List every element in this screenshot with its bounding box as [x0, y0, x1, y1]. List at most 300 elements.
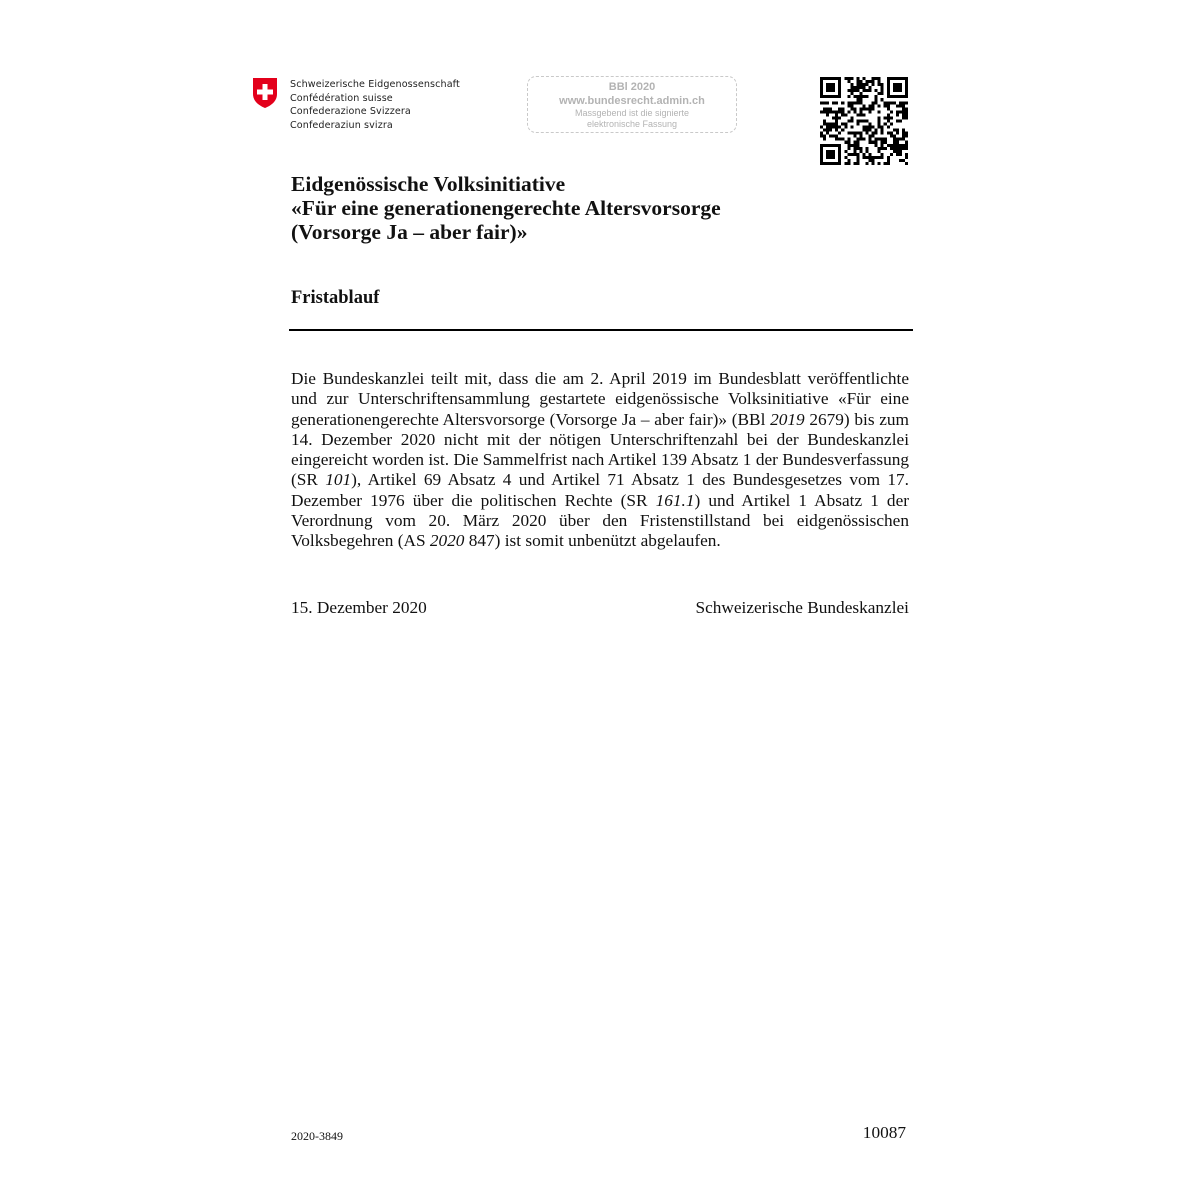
qr-module [890, 135, 893, 138]
qr-module [844, 156, 847, 159]
qr-module [902, 116, 905, 119]
qr-module [896, 144, 899, 147]
qr-module [902, 132, 905, 135]
qr-module [832, 83, 835, 86]
qr-module [847, 147, 850, 150]
qr-module [869, 86, 872, 89]
qr-module [847, 162, 850, 165]
qr-code-icon [820, 77, 908, 165]
qr-module [826, 77, 829, 80]
qr-module [862, 86, 865, 89]
qr-module [887, 86, 890, 89]
stamp-line-3: Massgebend ist die signierte [574, 108, 690, 118]
qr-module [847, 141, 850, 144]
qr-module [826, 162, 829, 165]
qr-module [856, 83, 859, 86]
qr-module [838, 144, 841, 147]
qr-module [847, 95, 850, 98]
qr-module [856, 95, 859, 98]
qr-module [841, 107, 844, 110]
qr-module [878, 138, 881, 141]
qr-module [820, 135, 823, 138]
qr-module [850, 119, 853, 122]
qr-module [887, 83, 890, 86]
qr-module [878, 104, 881, 107]
qr-module [847, 119, 850, 122]
qr-module [838, 77, 841, 80]
agency-line-fr: Confédération suisse [290, 92, 393, 104]
qr-module [893, 135, 896, 138]
qr-module [856, 113, 859, 116]
qr-module [866, 80, 869, 83]
qr-module [862, 77, 865, 80]
qr-module [899, 119, 902, 122]
qr-module [869, 156, 872, 159]
qr-module [862, 107, 865, 110]
qr-module [862, 83, 865, 86]
qr-module [835, 116, 838, 119]
qr-module [878, 110, 881, 113]
qr-module [835, 126, 838, 129]
qr-module [862, 119, 865, 122]
title-line-1: Eidgenössische Volksinitiative [291, 172, 566, 196]
qr-module [820, 80, 823, 83]
qr-module [862, 153, 865, 156]
qr-module [859, 135, 862, 138]
qr-module [866, 107, 869, 110]
qr-module [823, 144, 826, 147]
qr-module [859, 113, 862, 116]
qr-module [875, 144, 878, 147]
qr-module [905, 95, 908, 98]
qr-module [844, 162, 847, 165]
qr-module [856, 89, 859, 92]
qr-module [832, 144, 835, 147]
qr-module [866, 83, 869, 86]
qr-module [835, 123, 838, 126]
qr-module [881, 144, 884, 147]
authenticity-stamp [527, 76, 737, 133]
qr-module [872, 132, 875, 135]
stamp-line-1: BBl 2020 [608, 81, 656, 93]
qr-module [896, 147, 899, 150]
qr-module [856, 162, 859, 165]
qr-module [893, 147, 896, 150]
qr-module [823, 107, 826, 110]
qr-module [899, 86, 902, 89]
qr-module [823, 129, 826, 132]
qr-module [838, 162, 841, 165]
qr-module [887, 132, 890, 135]
qr-module [869, 138, 872, 141]
qr-module [884, 116, 887, 119]
document-date: 15. Dezember 2020 [291, 598, 427, 617]
qr-module [875, 132, 878, 135]
qr-module [829, 107, 832, 110]
qr-module [859, 110, 862, 113]
qr-module [829, 156, 832, 159]
qr-module [902, 107, 905, 110]
qr-module [862, 156, 865, 159]
qr-module [829, 110, 832, 113]
divider [289, 329, 913, 331]
qr-module [838, 132, 841, 135]
qr-module [878, 116, 881, 119]
qr-module [887, 116, 890, 119]
qr-module [838, 116, 841, 119]
qr-module [881, 86, 884, 89]
qr-module [832, 95, 835, 98]
qr-module [887, 159, 890, 162]
qr-module [859, 132, 862, 135]
qr-module [890, 110, 893, 113]
qr-module [829, 162, 832, 165]
qr-module [826, 86, 829, 89]
qr-module [881, 98, 884, 101]
qr-module [856, 86, 859, 89]
qr-module [905, 107, 908, 110]
qr-module [887, 101, 890, 104]
qr-module [902, 101, 905, 104]
qr-module [893, 150, 896, 153]
qr-module [881, 138, 884, 141]
qr-module [878, 92, 881, 95]
qr-module [826, 150, 829, 153]
qr-module [890, 77, 893, 80]
qr-module [820, 83, 823, 86]
qr-module [820, 101, 823, 104]
qr-module [853, 153, 856, 156]
page-number: 10087 [862, 1123, 906, 1142]
qr-module [899, 104, 902, 107]
qr-module [899, 159, 902, 162]
qr-module [835, 138, 838, 141]
qr-module [896, 113, 899, 116]
qr-module [881, 83, 884, 86]
qr-module [875, 77, 878, 80]
qr-module [847, 159, 850, 162]
qr-module [835, 129, 838, 132]
qr-module [869, 107, 872, 110]
qr-module [899, 110, 902, 113]
qr-module [902, 113, 905, 116]
qr-module [866, 162, 869, 165]
qr-module [905, 153, 908, 156]
qr-module [893, 144, 896, 147]
qr-module [823, 135, 826, 138]
qr-module [881, 92, 884, 95]
qr-module [838, 138, 841, 141]
qr-module [832, 156, 835, 159]
qr-module [905, 147, 908, 150]
qr-module [853, 86, 856, 89]
qr-module [832, 77, 835, 80]
qr-module [838, 153, 841, 156]
agency-name [290, 78, 460, 132]
qr-module [829, 129, 832, 132]
qr-module [820, 144, 823, 147]
qr-module [878, 80, 881, 83]
qr-module [866, 150, 869, 153]
qr-module [826, 95, 829, 98]
qr-module [850, 92, 853, 95]
qr-module [853, 132, 856, 135]
qr-module [832, 86, 835, 89]
qr-module [887, 156, 890, 159]
qr-module [899, 95, 902, 98]
qr-module [866, 126, 869, 129]
qr-module [823, 95, 826, 98]
qr-module [838, 107, 841, 110]
stamp-line-4: elektronische Fassung [586, 119, 678, 129]
qr-module [881, 156, 884, 159]
qr-module [820, 156, 823, 159]
qr-module [835, 110, 838, 113]
qr-module [847, 132, 850, 135]
qr-module [820, 86, 823, 89]
qr-module [826, 156, 829, 159]
qr-module [905, 132, 908, 135]
agency-line-rm: Confederaziun svizra [290, 119, 393, 131]
qr-module [850, 83, 853, 86]
qr-module [890, 95, 893, 98]
section-heading: Fristablauf [291, 288, 380, 308]
qr-module [896, 132, 899, 135]
qr-module [853, 150, 856, 153]
qr-module [881, 126, 884, 129]
qr-module [832, 153, 835, 156]
qr-module [884, 147, 887, 150]
qr-module [826, 126, 829, 129]
qr-module [862, 113, 865, 116]
qr-module [820, 159, 823, 162]
qr-module [896, 138, 899, 141]
qr-module [872, 159, 875, 162]
qr-module [884, 141, 887, 144]
qr-module [820, 89, 823, 92]
qr-module [859, 147, 862, 150]
qr-module [835, 77, 838, 80]
qr-module [893, 141, 896, 144]
qr-module [875, 138, 878, 141]
qr-module [866, 129, 869, 132]
qr-module [832, 135, 835, 138]
qr-module [902, 129, 905, 132]
qr-module [890, 147, 893, 150]
qr-module [832, 123, 835, 126]
qr-module [850, 89, 853, 92]
qr-module [878, 150, 881, 153]
agency-line-it: Confederazione Svizzera [290, 106, 411, 118]
qr-module [896, 153, 899, 156]
qr-module [862, 95, 865, 98]
qr-module [872, 83, 875, 86]
qr-module [850, 101, 853, 104]
qr-module [905, 156, 908, 159]
qr-module [820, 95, 823, 98]
qr-module [878, 123, 881, 126]
qr-module [838, 156, 841, 159]
qr-module [838, 150, 841, 153]
qr-module [853, 144, 856, 147]
qr-module [841, 113, 844, 116]
qr-module [862, 126, 865, 129]
qr-module [820, 132, 823, 135]
qr-module [826, 153, 829, 156]
qr-module [841, 110, 844, 113]
qr-module [893, 101, 896, 104]
qr-module [826, 89, 829, 92]
qr-module [881, 129, 884, 132]
qr-module [869, 126, 872, 129]
qr-module [847, 104, 850, 107]
title-line-2: «Für eine generationengerechte Altersvorsorge [291, 196, 721, 220]
qr-module [862, 138, 865, 141]
qr-module [875, 156, 878, 159]
qr-module [881, 147, 884, 150]
qr-module [902, 159, 905, 162]
title-line-3: (Vorsorge Ja – aber fair)» [291, 220, 528, 244]
qr-module [859, 95, 862, 98]
qr-module [850, 153, 853, 156]
qr-module [823, 123, 826, 126]
qr-module [856, 98, 859, 101]
qr-module [838, 89, 841, 92]
qr-module [859, 101, 862, 104]
qr-module [869, 135, 872, 138]
qr-module [847, 110, 850, 113]
qr-module [853, 95, 856, 98]
qr-module [856, 141, 859, 144]
qr-module [905, 162, 908, 165]
qr-module [856, 159, 859, 162]
qr-module [844, 126, 847, 129]
reference-bbl-year: 2019 [770, 409, 805, 429]
qr-module [856, 77, 859, 80]
qr-module [884, 101, 887, 104]
qr-module [838, 83, 841, 86]
qr-module [856, 119, 859, 122]
qr-module [896, 95, 899, 98]
qr-module [859, 80, 862, 83]
qr-module [859, 107, 862, 110]
qr-module [875, 89, 878, 92]
qr-module [859, 150, 862, 153]
qr-module [872, 80, 875, 83]
qr-module [847, 101, 850, 104]
qr-module [820, 147, 823, 150]
qr-module [890, 153, 893, 156]
qr-module [847, 77, 850, 80]
qr-module [850, 107, 853, 110]
qr-module [899, 101, 902, 104]
qr-module [899, 147, 902, 150]
qr-module [829, 77, 832, 80]
qr-module [832, 116, 835, 119]
qr-module [856, 153, 859, 156]
qr-module [872, 77, 875, 80]
qr-module [856, 132, 859, 135]
qr-module [850, 126, 853, 129]
qr-module [893, 138, 896, 141]
qr-module [838, 95, 841, 98]
qr-module [826, 129, 829, 132]
qr-module [826, 113, 829, 116]
qr-module [847, 144, 850, 147]
qr-module [847, 89, 850, 92]
qr-module [820, 110, 823, 113]
qr-module [902, 77, 905, 80]
qr-module [835, 135, 838, 138]
qr-module [820, 150, 823, 153]
qr-module [905, 80, 908, 83]
qr-module [869, 153, 872, 156]
qr-module [820, 153, 823, 156]
qr-module [832, 126, 835, 129]
qr-module [832, 150, 835, 153]
qr-module [884, 104, 887, 107]
qr-module [896, 110, 899, 113]
qr-module [881, 153, 884, 156]
qr-module [829, 126, 832, 129]
qr-module [835, 113, 838, 116]
qr-module [856, 147, 859, 150]
qr-module [826, 107, 829, 110]
qr-module [850, 86, 853, 89]
reference-as-year: 2020 [429, 531, 465, 551]
qr-module [884, 138, 887, 141]
qr-module [850, 77, 853, 80]
qr-module [902, 147, 905, 150]
qr-module [862, 104, 865, 107]
qr-module [856, 144, 859, 147]
qr-module [844, 150, 847, 153]
qr-module [899, 138, 902, 141]
qr-module [838, 92, 841, 95]
qr-module [887, 119, 890, 122]
qr-module [902, 104, 905, 107]
qr-module [832, 89, 835, 92]
qr-module [866, 95, 869, 98]
qr-module [887, 107, 890, 110]
qr-module [869, 159, 872, 162]
qr-module [850, 104, 853, 107]
qr-module [838, 126, 841, 129]
qr-module [905, 110, 908, 113]
qr-module [902, 135, 905, 138]
qr-module [893, 95, 896, 98]
qr-module [890, 123, 893, 126]
qr-module [869, 89, 872, 92]
qr-module [896, 119, 899, 122]
qr-module [875, 98, 878, 101]
qr-module [872, 107, 875, 110]
qr-module [835, 144, 838, 147]
qr-module [850, 116, 853, 119]
swiss-crest-icon [252, 77, 278, 109]
qr-module [853, 110, 856, 113]
qr-module [896, 150, 899, 153]
qr-module [887, 92, 890, 95]
qr-module [844, 123, 847, 126]
qr-module [862, 89, 865, 92]
qr-module [872, 104, 875, 107]
qr-module [872, 135, 875, 138]
document-title [291, 172, 721, 244]
qr-module [899, 83, 902, 86]
qr-module [869, 110, 872, 113]
qr-module [829, 153, 832, 156]
